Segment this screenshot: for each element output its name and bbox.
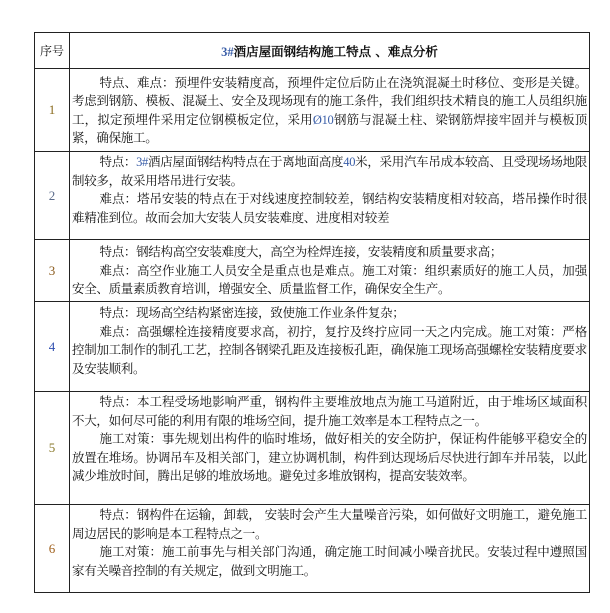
paragraph: 特点：现场高空结构紧密连接，致使施工作业条件复杂； [99, 305, 405, 320]
paragraph: 特点：本工程受场地影响严重，钢构件主要堆放地点为施工马道附近，由于堆场区域面积不大，如何尽可能的利用有限的堆场空间，提升施工效率是本工程特点之一。 [72, 394, 587, 428]
table-row [35, 392, 590, 505]
analysis-table [34, 32, 590, 593]
table-row [35, 152, 590, 240]
paragraph: 难点：高空作业施工人员安全是重点也是难点。施工对策：组织素质好的施工人员，加强安全、质量素质教育培训，增强安全、质量监督工作，确保安全生产。 [72, 262, 587, 297]
row-number: 1 [35, 69, 70, 152]
paragraph: 难点：塔吊安装的特点在于对线速度控制较差，钢结构安装精度相对较高，塔吊操作时很难精准到位。故而会加大安装人员安装难度、进度相对较差 [72, 191, 587, 225]
row-number: 5 [35, 392, 70, 505]
row-number: 6 [35, 505, 70, 593]
row-number: 2 [35, 152, 70, 240]
paragraph: 施工对策：事先规划出构件的临时堆场，做好相关的安全防护，保证构件能够平稳安全的放置在堆场。协调吊车及相关部门，建立协调机制，构件到达现场后尽快进行卸车并吊装，以此减少堆放时间，腾出足够的堆放场地。避免过多堆放钢构，提高安装效率。 [72, 431, 587, 484]
paragraph: 施工对策：施工前事先与相关部门沟通，确定施工时间减小噪音扰民。安装过程中遵照国家有关噪音控制的有关规定，做到文明施工。 [72, 544, 587, 578]
header-row [35, 33, 590, 69]
table-row [35, 240, 590, 302]
col-no-header: 序号 [35, 33, 70, 69]
paragraph: 难点：高强螺栓连接精度要求高，初拧，复拧及终拧应同一天之内完成。施工对策：严格控制加工制作的制孔工艺，控制各钢梁孔距及连接板孔距，确保施工现场高强螺栓安装精度要求及安装顺利。 [72, 323, 587, 376]
table-row [35, 505, 590, 593]
row-content [70, 152, 590, 240]
table-title: 3#酒店屋面钢结构施工特点 、难点分析 [70, 33, 590, 69]
paragraph: 特点：钢构件在运输，卸载， 安装时会产生大量噪音污染，如何做好文明施工，避免施工周边居民的影响是本工程特点之一。 [72, 507, 587, 541]
paragraph: 特点：3#酒店屋面钢结构特点在于离地面高度40米，采用汽车吊成本较高、且受现场场地限制较多，故采用塔吊进行安装。 [72, 154, 587, 188]
table-row [35, 302, 590, 392]
row-content [70, 392, 590, 505]
paragraph: 特点：钢结构高空安装难度大，高空为栓焊连接，安装精度和质量要求高； [99, 244, 503, 260]
paragraph: 特点、难点：预埋件安装精度高，预埋件定位后防止在浇筑混凝土时移位、变形是关键。考虑到钢筋、模板、混凝土、安全及现场现有的施工条件，我们组织技术精良的施工人员组织施工，拟定预埋件采用定位钢模板定位，采用Ø10钢筋与混凝土柱、梁钢筋焊接牢固并与模板顶紧，确保施工。 [72, 74, 587, 145]
row-content [70, 69, 590, 152]
row-content [70, 505, 590, 593]
row-number: 4 [35, 302, 70, 392]
row-content [70, 302, 590, 392]
row-content [70, 240, 590, 302]
table-row [35, 69, 590, 152]
row-number: 3 [35, 240, 70, 302]
